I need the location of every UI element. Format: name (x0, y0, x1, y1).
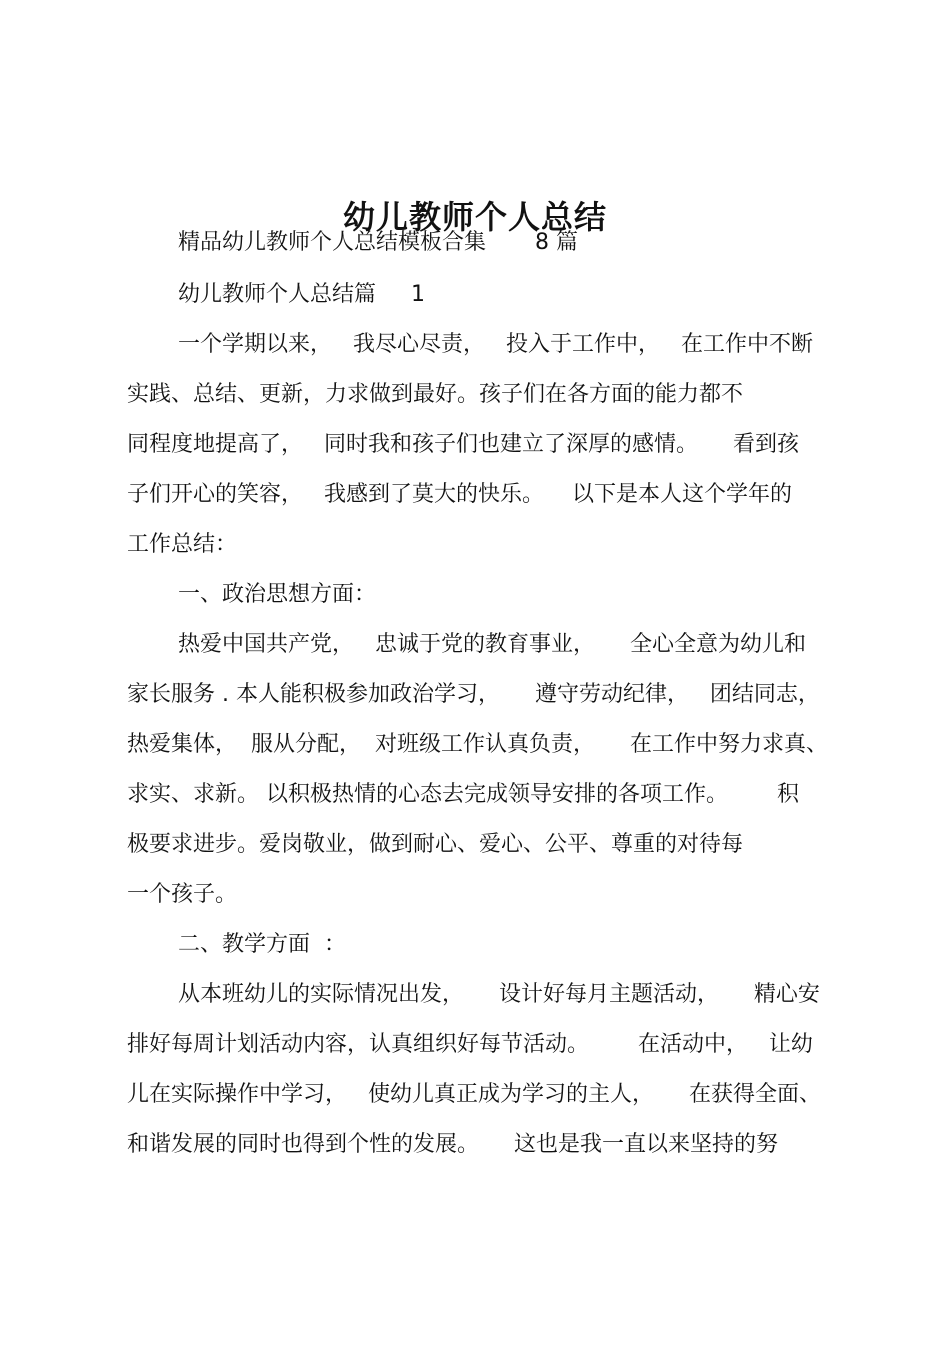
section-heading-line: 幼儿教师个人总结篇 1 (178, 282, 425, 307)
paragraph-line: 子们开心的笑容， 我感到了莫大的快乐。 以下是本人这个学年的 (127, 482, 792, 507)
paragraph-line: 和谐发展的同时也得到个性的发展。 这也是我一直以来坚持的努 (127, 1132, 778, 1157)
paragraph-line: 极要求进步。爱岗敬业，做到耐心、爱心、公平、尊重的对待每 (127, 832, 744, 857)
paragraph-line: 求实、求新。 以积极热情的心态去完成领导安排的各项工作。 积 (127, 782, 799, 807)
paragraph-line: 一个学期以来， 我尽心尽责， 投入于工作中， 在工作中不断 (178, 332, 813, 357)
paragraph-line: 工作总结： (127, 532, 238, 557)
section-heading-line: 二、教学方面 ： (178, 932, 346, 957)
document-title: 幼儿教师个人总结 (342, 198, 607, 237)
paragraph-line: 热爱中国共产党， 忠诚于党的教育事业， 全心全意为幼儿和 (178, 632, 806, 657)
paragraph-line: 同程度地提高了， 同时我和孩子们也建立了深厚的感情。 看到孩 (127, 432, 799, 457)
paragraph-line: 从本班幼儿的实际情况出发， 设计好每月主题活动， 精心安 (178, 982, 820, 1007)
paragraph-line: 家长服务 . 本人能积极参加政治学习， 遵守劳动纪律， 团结同志， (127, 682, 820, 707)
paragraph-line: 实践、总结、更新，力求做到最好。孩子们在各方面的能力都不 (127, 382, 744, 407)
paragraph-line: 热爱集体， 服从分配， 对班级工作认真负责， 在工作中努力求真、 (127, 732, 828, 757)
paragraph-line: 一个孩子。 (127, 882, 238, 907)
paragraph-line: 排好每周计划活动内容，认真组织好每节活动。 在活动中， 让幼 (127, 1032, 813, 1057)
section-heading-line: 一、政治思想方面： (178, 582, 377, 607)
paragraph-line: 儿在实际操作中学习， 使幼儿真正成为学习的主人， 在获得全面、 (127, 1082, 821, 1107)
subtitle-line: 精品幼儿教师个人总结模板合集 8 篇 (178, 230, 578, 255)
